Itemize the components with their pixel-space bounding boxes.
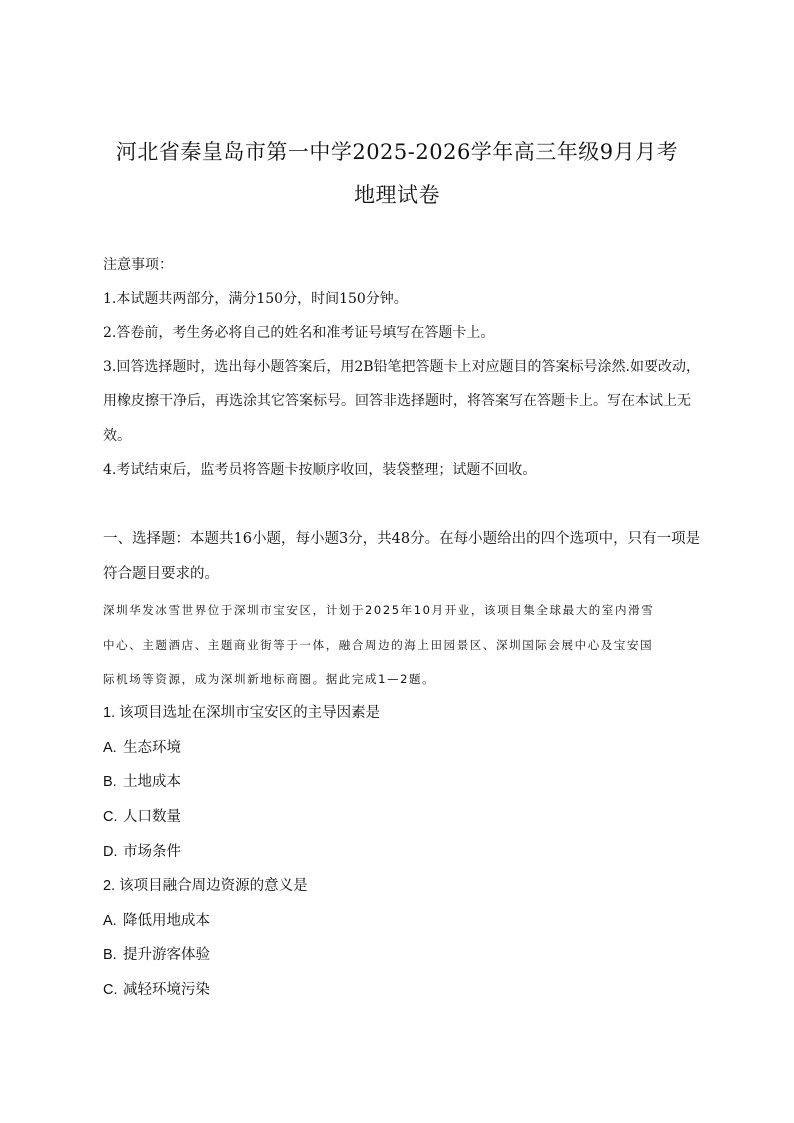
option-letter: C. xyxy=(103,809,118,825)
question-2-option-a xyxy=(103,912,210,930)
notice-heading: 注意事项： xyxy=(103,257,173,273)
notice-line-3: 3.回答选择题时，选出每小题答案后，用2B铅笔把答题卡上对应题目的答案标号涂然.如要改动， xyxy=(103,359,701,375)
option-text: 人口数量 xyxy=(123,809,181,825)
exam-subject: 地理试卷 xyxy=(354,183,440,207)
option-text: 减轻环境污染 xyxy=(123,982,210,998)
option-letter: C. xyxy=(103,982,118,998)
notice-line-4: 用橡皮擦干净后，再选涂其它答案标号。回答非选择题时，将答案写在答题卡上。写在本试上无 xyxy=(103,393,691,409)
notice-line-5: 效。 xyxy=(103,428,131,444)
option-text: 降低用地成本 xyxy=(123,913,210,929)
question-2-option-c xyxy=(103,981,210,999)
notice-line-1: 1.本试题共两部分，满分150分，时间150分钟。 xyxy=(103,291,408,307)
option-letter: A. xyxy=(103,740,117,756)
question-1-option-a xyxy=(103,739,181,757)
question-1-stem: 1. 该项目选址在深圳市宝安区的主导因素是 xyxy=(103,705,381,721)
section-heading-cont: 符合题目要求的。 xyxy=(103,566,219,582)
option-text: 土地成本 xyxy=(123,774,181,790)
question-1-option-c xyxy=(103,808,181,826)
section-heading: 一、选择题：本题共16小题，每小题3分，共48分。在每小题给出的四个选项中，只有一项是 xyxy=(103,531,701,547)
material-line-1: 深圳华发冰雪世界位于深圳市宝安区，计划于2025年10月开业，该项目集全球最大的室内滑雪 xyxy=(103,603,655,617)
option-text: 提升游客体验 xyxy=(123,947,210,963)
exam-title: 河北省秦皇岛市第一中学2025-2026学年高三年级9月月考 xyxy=(115,140,679,164)
question-2-option-b xyxy=(103,946,210,964)
material-line-3: 际机场等资源，成为深圳新地标商圈。据此完成1—2题。 xyxy=(103,672,436,686)
notice-line-2: 2.答卷前，考生务必将自己的姓名和准考证号填写在答题卡上。 xyxy=(103,325,495,341)
option-letter: D. xyxy=(103,844,118,860)
option-letter: B. xyxy=(103,947,117,963)
question-1-option-d xyxy=(103,843,181,861)
question-1-option-b xyxy=(103,773,181,791)
option-text: 市场条件 xyxy=(123,844,181,860)
material-line-2: 中心、主题酒店、主题商业街等于一体，融合周边的海上田园景区、深圳国际会展中心及宝安国 xyxy=(103,638,654,652)
notice-line-6: 4.考试结束后，监考员将答题卡按顺序收回，装袋整理；试题不回收。 xyxy=(103,462,537,478)
option-letter: B. xyxy=(103,774,117,790)
option-text: 生态环境 xyxy=(123,740,181,756)
question-2-stem: 2. 该项目融合周边资源的意义是 xyxy=(103,878,308,894)
option-letter: A. xyxy=(103,913,117,929)
